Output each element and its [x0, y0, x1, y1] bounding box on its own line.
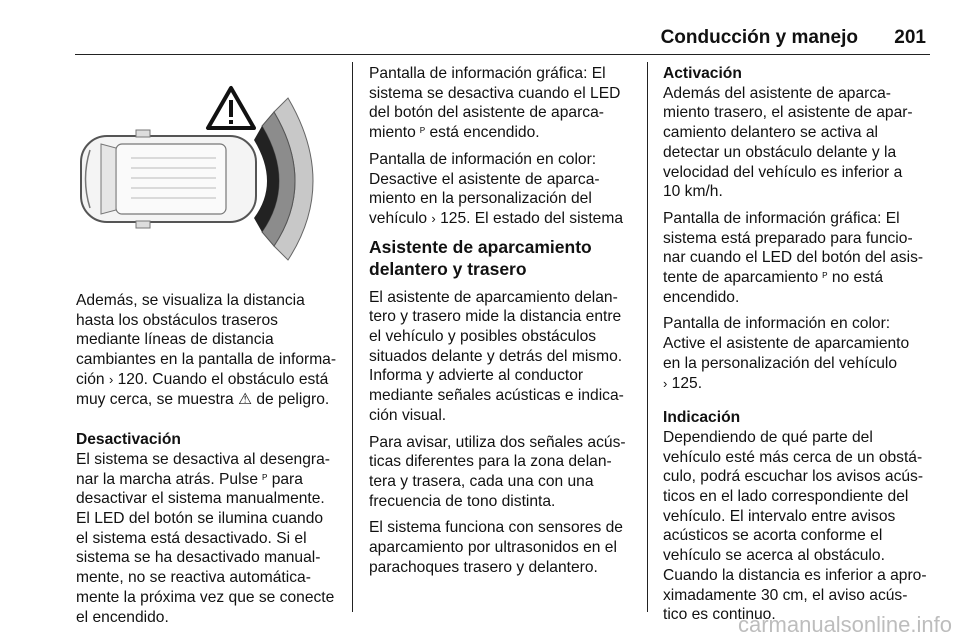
warning-icon: ⚠ [238, 390, 253, 408]
section-title: Conducción y manejo [660, 27, 858, 48]
header-rule [75, 54, 930, 55]
watermark: carmanualsonline.info [737, 612, 952, 637]
parking-diagram [76, 78, 336, 268]
heading-front-rear-assist: Asistente de aparcamiento delantero y trasero [369, 236, 592, 279]
parking-button-icon: ᴾ [262, 471, 268, 486]
paragraph-color-display: Pantalla de información en color: Desactive el asistente de aparca- miento en la personalización del vehículo › 125. El estado del sistema [369, 150, 623, 227]
paragraph-sensors: El sistema funciona con sensores de aparcamiento por ultrasonidos en el parachoques trasero y delantero. [369, 519, 623, 576]
paragraph-distance: Además, se visualiza la distancia hasta los obstáculos traseros mediante líneas de distancia cambiantes en la pantalla de informa- ción › 120. Cuando el obstáculo está muy cerca, se muestra ⚠ de peligro. [76, 292, 337, 408]
parking-assist-figure [76, 78, 336, 268]
sensor-zones [254, 98, 313, 260]
parking-button-icon: ᴾ [822, 270, 828, 285]
car-top-view-icon [81, 130, 256, 228]
paragraph-activation: Además del asistente de aparca- miento trasero, el asistente de apar- camiento delantero se activa al detectar un obstáculo delante y la velocidad del vehículo es inferior a 10 km/h. [663, 84, 913, 201]
paragraph-acoustic-signals: Para avisar, utiliza dos señales acús- ticas diferentes para la zona delan- tera y trasera, cada una con una frecuencia de tono distinta. [369, 433, 626, 510]
paragraph-graphic-ready: Pantalla de información gráfica: El sistema está preparado para funcio- nar cuando el LED del botón del asis- tente de aparcamiento ᴾ no está encendido. [663, 209, 924, 306]
page-reference-icon[interactable]: › [431, 210, 436, 226]
paragraph-assist-description: El asistente de aparcamiento delan- tero y trasero mide la distancia entre el vehículo y posibles obstáculos situados delante y detrás del mismo. Informa y advierte al conductor mediante señales acústicas e indica- ción visual. [369, 288, 624, 424]
column-right [663, 64, 931, 632]
page-reference-icon[interactable]: › [663, 375, 668, 391]
heading-activacion: Activación [663, 65, 742, 82]
column-middle [369, 64, 641, 584]
column-divider [352, 62, 353, 612]
heading-indicacion: Indicación [663, 409, 741, 427]
warning-triangle-icon [208, 88, 254, 128]
column-left [76, 291, 348, 634]
page-number: 201 [894, 27, 926, 48]
parking-button-icon: ᴾ [420, 125, 426, 140]
page-reference-icon[interactable]: › [108, 371, 114, 387]
paragraph-graphic-display: Pantalla de información gráfica: El sistema se desactiva cuando el LED del botón del asistente de aparca- miento ᴾ está encendido. [369, 65, 621, 142]
heading-desactivacion: Desactivación [76, 431, 181, 449]
paragraph-deactivation: El sistema se desactiva al desengra- nar la marcha atrás. Pulse ᴾ para desactivar el sistema manualmente. El LED del botón se ilumina cuando el sistema está desactivado. Si el sistema se ha desactivado manual- mente, no se reactiva automática- mente la próxima vez que se conecte el encendido. [76, 450, 335, 626]
column-divider [647, 62, 648, 612]
paragraph-color-activate: Pantalla de información en color: Active el asistente de aparcamiento en la personalización del vehículo › 125. [663, 315, 910, 392]
paragraph-indication: Dependiendo de qué parte del vehículo esté más cerca de un obstá- culo, podrá escuchar los avisos acús- ticos en el lado correspondiente del vehículo. El intervalo entre avisos acústicos se acorta conforme el vehículo se acerca al obstáculo. Cuando la distancia es inferior a apro- ximadamente 30 cm, el aviso acús- tico es continuo. [663, 428, 927, 624]
